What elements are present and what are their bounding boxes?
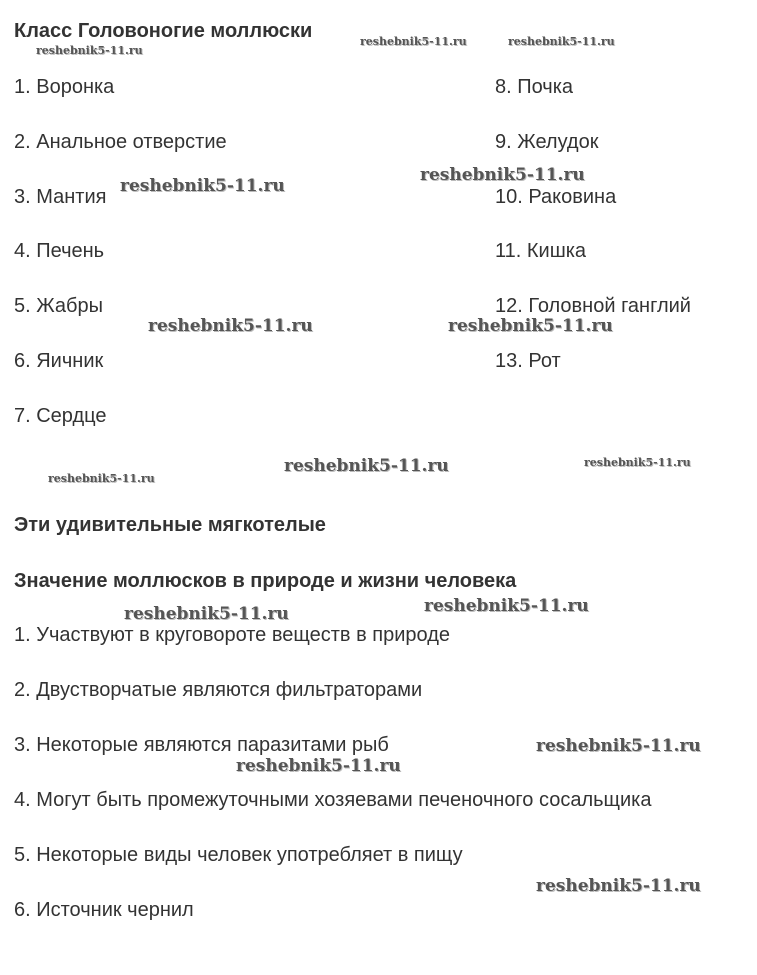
watermark: reshebnik5-11.ru	[36, 44, 143, 57]
watermark: reshebnik5-11.ru	[536, 876, 701, 896]
watermark: reshebnik5-11.ru	[448, 316, 613, 336]
watermark: reshebnik5-11.ru	[284, 456, 449, 476]
watermark: reshebnik5-11.ru	[584, 456, 691, 469]
section-title-importance: Значение моллюсков в природе и жизни человека	[14, 570, 517, 592]
list-item: 6. Яичник	[14, 350, 104, 372]
section-title-soft-bodied: Эти удивительные мягкотелые	[14, 514, 326, 536]
list-item: 5. Жабры	[14, 295, 104, 317]
list-item: 8. Почка	[495, 76, 574, 98]
watermark: reshebnik5-11.ru	[360, 35, 467, 48]
list-item: 3. Мантия	[14, 186, 107, 208]
watermark: reshebnik5-11.ru	[124, 604, 289, 624]
list-item: 2. Анальное отверстие	[14, 131, 227, 153]
list-item: 3. Некоторые являются паразитами рыб	[14, 734, 389, 756]
list-item: 5. Некоторые виды человек употребляет в пищу	[14, 844, 463, 866]
watermark: reshebnik5-11.ru	[148, 316, 313, 336]
list-item: 12. Головной ганглий	[495, 295, 691, 317]
watermark: reshebnik5-11.ru	[120, 176, 285, 196]
list-item: 4. Могут быть промежуточными хозяевами печеночного сосальщика	[14, 789, 652, 811]
list-item: 1. Воронка	[14, 76, 115, 98]
watermark: reshebnik5-11.ru	[508, 35, 615, 48]
watermark: reshebnik5-11.ru	[48, 472, 155, 485]
list-item: 6. Источник чернил	[14, 899, 194, 921]
list-item: 4. Печень	[14, 240, 105, 262]
list-item: 11. Кишка	[495, 240, 587, 262]
list-item: 10. Раковина	[495, 186, 617, 208]
list-item: 13. Рот	[495, 350, 561, 372]
watermark: reshebnik5-11.ru	[424, 596, 589, 616]
list-item: 9. Желудок	[495, 131, 599, 153]
list-item: 7. Сердце	[14, 405, 107, 427]
list-item: 1. Участвуют в круговороте веществ в природе	[14, 624, 450, 646]
list-item: 2. Двустворчатые являются фильтраторами	[14, 679, 423, 701]
section-title-cephalopods: Класс Головоногие моллюски	[14, 20, 313, 42]
watermark: reshebnik5-11.ru	[420, 165, 585, 185]
watermark: reshebnik5-11.ru	[236, 756, 401, 776]
watermark: reshebnik5-11.ru	[536, 736, 701, 756]
